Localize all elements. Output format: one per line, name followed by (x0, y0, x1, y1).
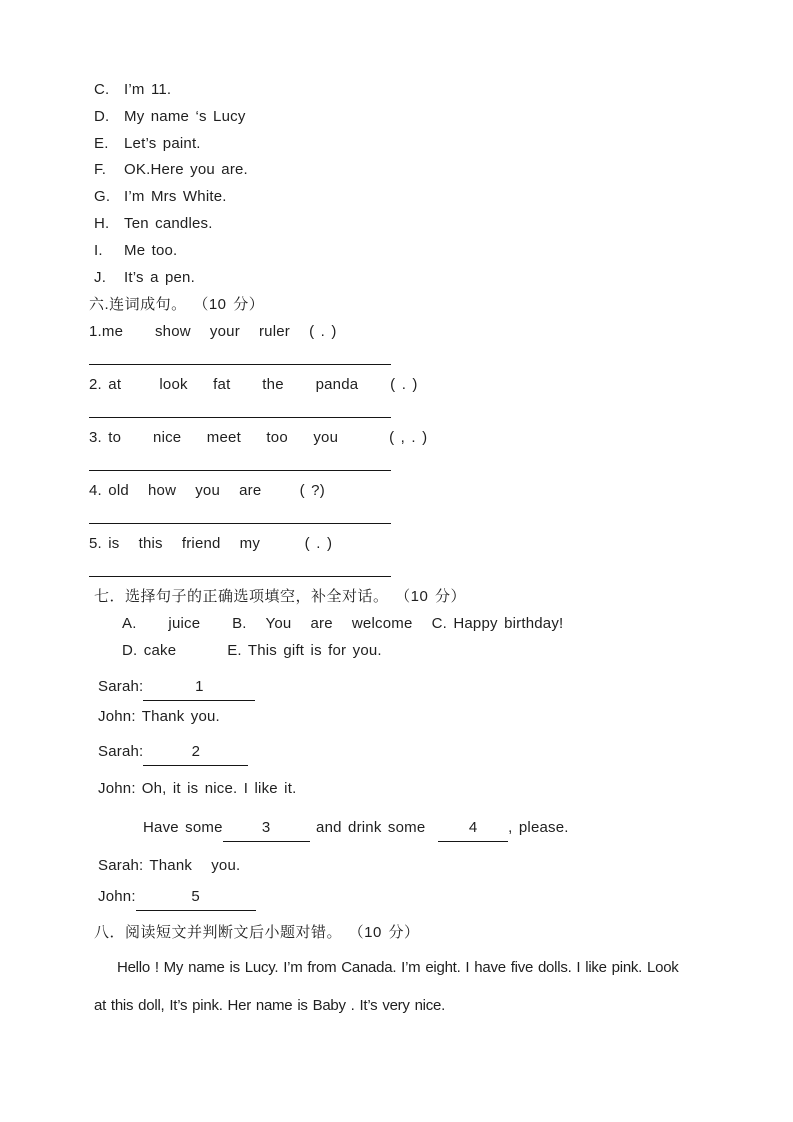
speaker-label: John: (98, 780, 136, 798)
rearrange-question-5: 5. is this friend my ( . ) (89, 535, 333, 553)
option-text: It’s a pen. (124, 268, 195, 286)
fill-blank-4: 4 (438, 814, 508, 842)
option-letter: H. (94, 214, 110, 232)
matching-option-row (94, 157, 705, 184)
dialogue-text: Have some (143, 819, 223, 837)
option-text: Let’s paint. (124, 134, 201, 152)
dialogue-line (94, 738, 705, 766)
reading-passage-line: Hello ! My name is Lucy. I’m from Canada. I’m eight. I have five dolls. I like pink. Look (117, 959, 679, 977)
section-6 (89, 291, 705, 577)
matching-option-row (94, 211, 705, 238)
matching-option-row (94, 184, 705, 211)
option-text: I’m 11. (124, 81, 172, 98)
speaker-label: Sarah: (98, 743, 144, 761)
fill-blank-3: 3 (223, 814, 310, 842)
option-text: I’m Mrs White. (124, 188, 227, 206)
matching-option-row (94, 104, 705, 131)
fill-blank-5: 5 (136, 883, 256, 911)
rearrange-question-4: 4. old how you are ( ?) (89, 482, 325, 500)
rearrange-question-3: 3. to nice meet too you ( , . ) (89, 429, 428, 447)
matching-option-row (94, 265, 705, 292)
section-7-heading: 七．选择句子的正确选项填空，补全对话。 （10 分） (94, 588, 467, 606)
section-7 (94, 583, 705, 911)
option-text: OK.Here you are. (124, 161, 248, 179)
speaker-label: John: (98, 888, 136, 906)
answer-blank-line-2 (89, 417, 391, 418)
reading-passage-line: at this doll, It’s pink. Her name is Baby . It’s very nice. (94, 997, 446, 1015)
fill-blank-1: 1 (143, 673, 255, 701)
matching-option-row (94, 131, 705, 158)
dialogue-text: Thank you. (141, 708, 220, 726)
fill-blank-2: 2 (143, 738, 248, 766)
dialogue-line (94, 703, 705, 730)
dialogue-text: , please. (508, 819, 569, 837)
dialogue-line (94, 883, 705, 911)
dialogue-text: and drink some (309, 819, 439, 837)
dialogue-line (94, 814, 705, 842)
option-letter: D. (94, 107, 110, 125)
dialogue-text: Thank you. (149, 857, 241, 875)
matching-option-row (94, 77, 705, 104)
rearrange-question-2: 2. at look fat the panda ( . ) (89, 376, 418, 394)
dialogue-line (94, 775, 705, 802)
answer-blank-line-3 (89, 470, 391, 471)
answer-blank-line-1 (89, 364, 391, 365)
option-letter: J. (94, 268, 107, 286)
section-8 (94, 919, 705, 1019)
answer-blank-line-4 (89, 523, 391, 524)
matching-option-row (94, 238, 705, 265)
option-text: Me too. (124, 241, 178, 259)
rearrange-question-1: 1.me show your ruler ( . ) (89, 323, 337, 341)
dialogue-line (94, 852, 705, 879)
option-letter: C. (94, 81, 110, 98)
option-text: Ten candles. (124, 214, 213, 232)
option-letter: I. (94, 241, 103, 259)
speaker-label: Sarah: (98, 857, 144, 875)
dialogue-line (94, 673, 705, 701)
section-8-heading: 八．阅读短文并判断文后小题对错。 （10 分） (94, 924, 420, 942)
word-bank-line-2: D. cake E. This gift is for you. (122, 642, 382, 660)
option-text: My name ‘s Lucy (124, 107, 246, 125)
word-bank-line-1: A. juice B. You are welcome C. Happy birthday! (122, 615, 564, 633)
option-letter: E. (94, 134, 109, 152)
speaker-label: Sarah: (98, 678, 144, 696)
answer-blank-line-5 (89, 576, 391, 577)
speaker-label: John: (98, 708, 136, 726)
option-letter: F. (94, 161, 107, 179)
dialogue-text: Oh, it is nice. I like it. (141, 780, 297, 798)
section-6-heading: 六.连词成句。 （10 分） (89, 296, 265, 314)
option-letter: G. (94, 188, 111, 206)
